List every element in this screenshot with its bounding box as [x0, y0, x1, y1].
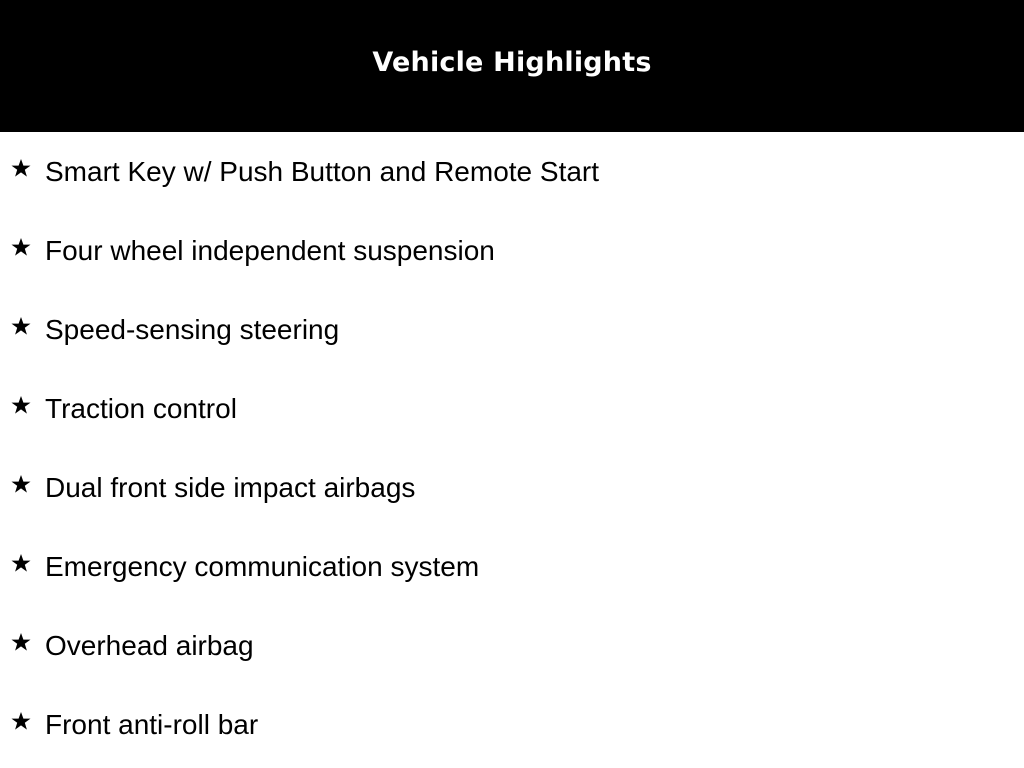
- header-bar: [0, 0, 1024, 132]
- highlights-list: [0, 132, 1024, 764]
- star-icon: [11, 158, 31, 178]
- list-item: [0, 211, 1024, 290]
- highlight-label: Front anti-roll bar: [45, 709, 259, 740]
- highlight-label: Smart Key w/ Push Button and Remote Start: [45, 156, 600, 187]
- list-item: [0, 606, 1024, 685]
- star-icon: [11, 632, 31, 652]
- star-icon: [11, 395, 31, 415]
- highlight-label: Dual front side impact airbags: [45, 472, 416, 503]
- highlight-label: Speed-sensing steering: [45, 314, 340, 345]
- list-item: [0, 290, 1024, 369]
- star-icon: [11, 237, 31, 257]
- list-item: [0, 448, 1024, 527]
- list-item: [0, 132, 1024, 211]
- star-icon: [11, 553, 31, 573]
- highlight-label: Four wheel independent suspension: [45, 235, 495, 266]
- star-icon: [11, 316, 31, 336]
- page-title: Vehicle Highlights: [372, 46, 652, 78]
- highlight-label: Overhead airbag: [45, 630, 254, 661]
- highlight-label: Traction control: [45, 393, 237, 424]
- highlight-label: Emergency communication system: [45, 551, 480, 582]
- star-icon: [11, 711, 31, 731]
- list-item: [0, 527, 1024, 606]
- list-item: [0, 685, 1024, 764]
- list-item: [0, 369, 1024, 448]
- star-icon: [11, 474, 31, 494]
